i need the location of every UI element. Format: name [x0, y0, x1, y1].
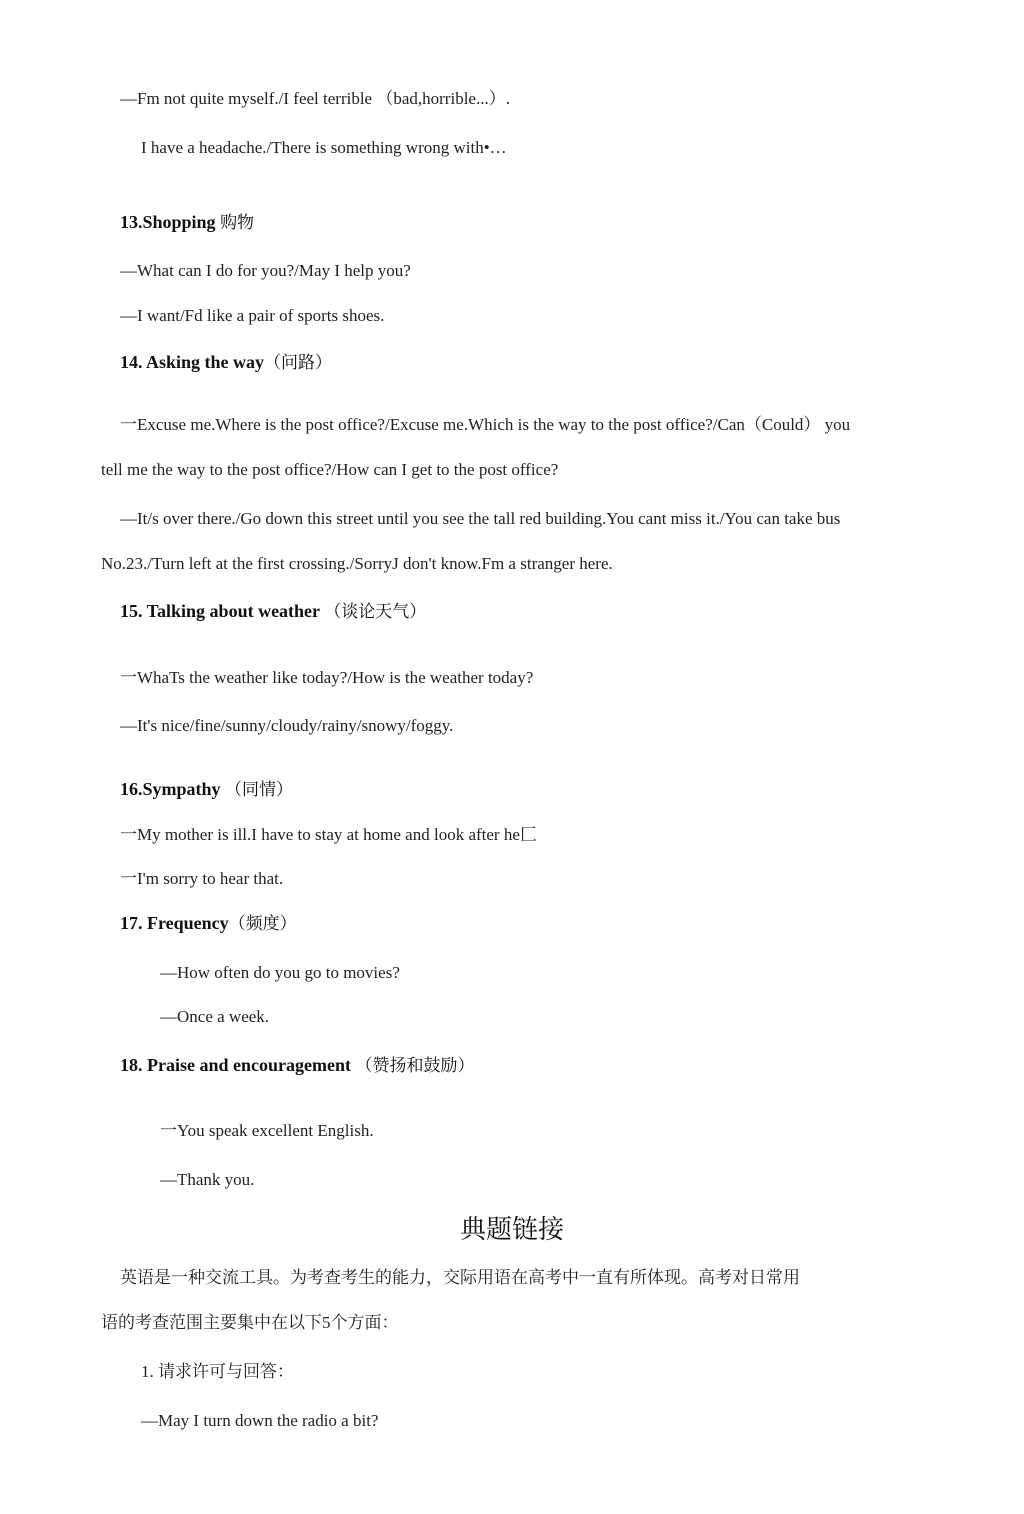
- heading-frequency: [120, 912, 297, 935]
- asking-way-line-2b: No.23./Turn left at the first crossing./SorryJ don't know.Fm a stranger here.: [101, 554, 613, 573]
- list-item-1: 1. 请求许可与回答：: [141, 1362, 294, 1381]
- heading-praise-cn: （赞扬和鼓励）: [355, 1056, 475, 1075]
- heading-praise: [120, 1054, 474, 1077]
- heading-sympathy-en: 16.Sympathy: [120, 779, 221, 799]
- list-item-1-question: —May I turn down the radio a bit?: [141, 1411, 379, 1430]
- intro-line-2: 语的考查范围主要集中在以下5个方面：: [101, 1313, 399, 1332]
- heading-shopping: [120, 211, 254, 234]
- heading-asking-way-en: 14. Asking the way: [120, 352, 265, 372]
- frequency-line-1: —How often do you go to movies?: [160, 963, 400, 982]
- weather-line-1: 一WhaTs the weather like today?/How is the weather today?: [120, 668, 534, 687]
- weather-line-2: —It's nice/fine/sunny/cloudy/rainy/snowy/foggy.: [120, 716, 454, 735]
- praise-line-2: —Thank you.: [160, 1170, 255, 1189]
- praise-line-1: 一You speak excellent English.: [160, 1121, 374, 1140]
- sympathy-line-1: 一My mother is ill.I have to stay at home and look after he匚: [120, 825, 537, 844]
- line-feeling-response: —Fm not quite myself./I feel terrible （bad,horrible...）.: [120, 89, 510, 108]
- heading-weather-cn: （谈论天气）: [324, 602, 427, 621]
- heading-shopping-cn: 购物: [220, 213, 255, 232]
- shopping-line-2: —I want/Fd like a pair of sports shoes.: [120, 306, 385, 325]
- frequency-line-2: —Once a week.: [160, 1007, 270, 1026]
- line-headache: I have a headache./There is something wrong with•…: [141, 138, 507, 157]
- asking-way-line-1a: 一Excuse me.Where is the post office?/Excuse me.Which is the way to the post office?/Can（Could） you: [120, 415, 851, 434]
- heading-praise-en: 18. Praise and encouragement: [120, 1055, 351, 1075]
- heading-weather-en: 15. Talking about weather: [120, 601, 320, 621]
- heading-sympathy: [120, 778, 293, 801]
- heading-weather: [120, 600, 426, 623]
- heading-shopping-en: 13.Shopping: [120, 212, 216, 232]
- heading-asking-way: [120, 351, 332, 374]
- heading-frequency-en: 17. Frequency: [120, 913, 229, 933]
- section-title: 典题链接: [459, 1215, 564, 1244]
- asking-way-line-2a: —It/s over there./Go down this street until you see the tall red building.You cant miss it./You can take bus: [120, 509, 841, 528]
- intro-line-1: 英语是一种交流工具。为考查考生的能力，交际用语在高考中一直有所体现。高考对日常用: [120, 1268, 800, 1287]
- heading-frequency-cn: （频度）: [228, 914, 297, 933]
- shopping-line-1: —What can I do for you?/May I help you?: [120, 261, 411, 280]
- sympathy-line-2: 一I'm sorry to hear that.: [120, 869, 284, 888]
- heading-sympathy-cn: （同情）: [225, 780, 294, 799]
- heading-asking-way-cn: （问路）: [264, 353, 333, 372]
- asking-way-line-1b: tell me the way to the post office?/How can I get to the post office?: [101, 460, 559, 479]
